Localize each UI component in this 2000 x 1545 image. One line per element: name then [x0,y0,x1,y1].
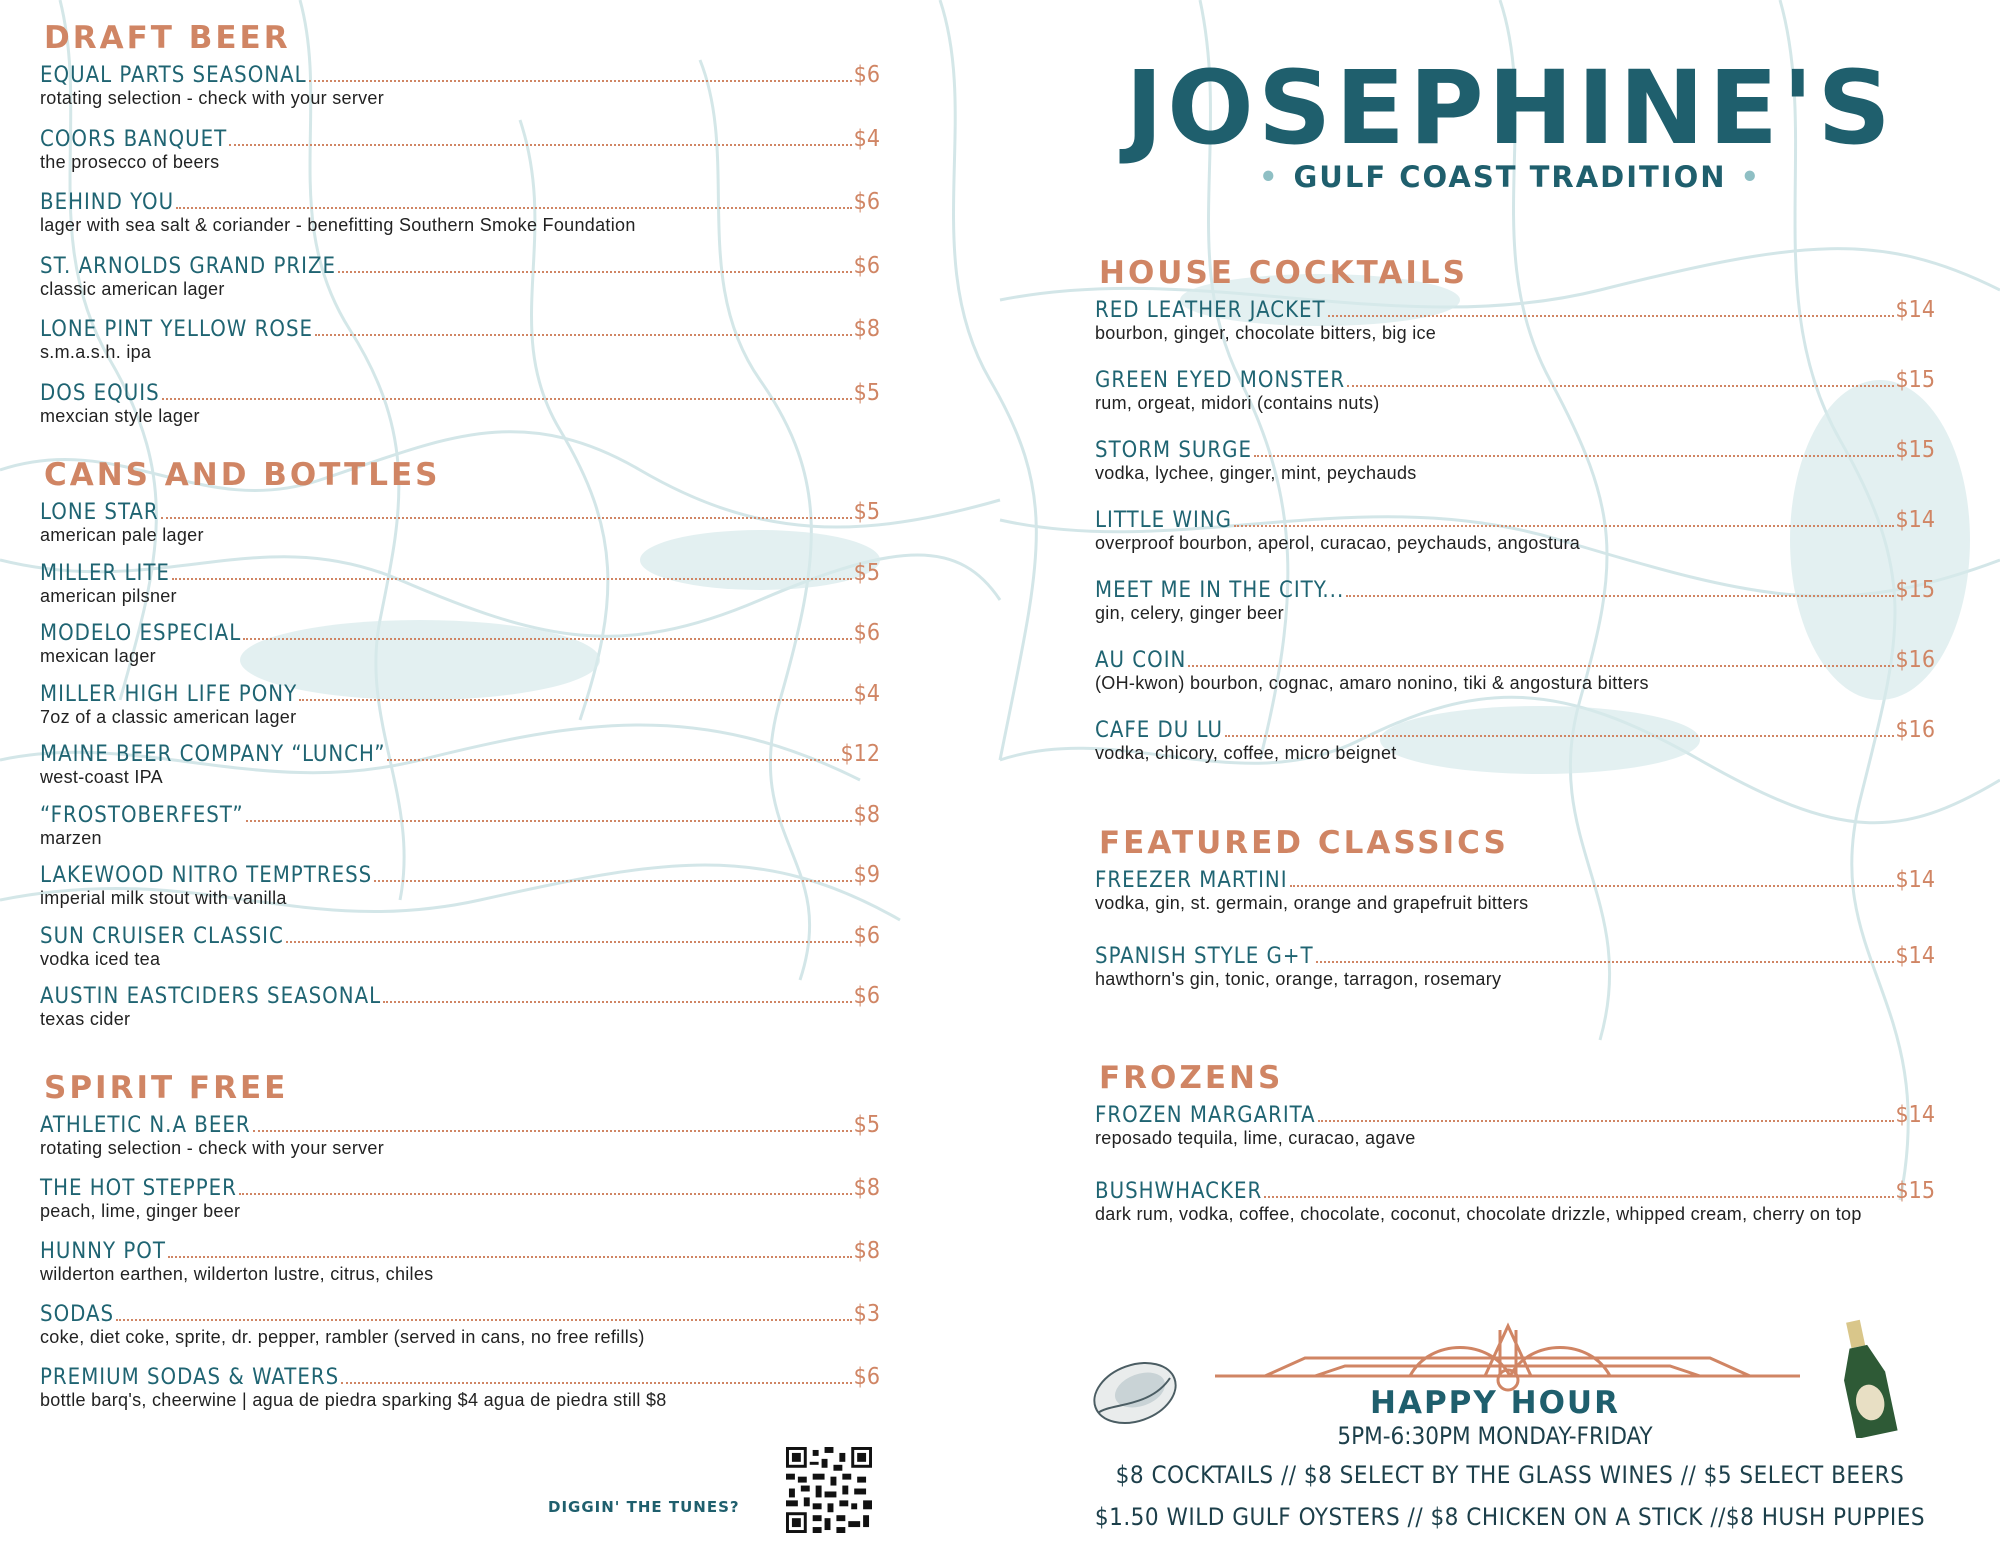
menu-item-row [40,681,880,707]
dotted-leader [1234,525,1894,527]
menu-item-price: $5 [853,379,880,406]
menu-item-row [40,380,880,406]
menu-item-price: $5 [853,1112,880,1138]
menu-item-price: $15 [1895,437,1935,463]
menu-item [40,802,880,863]
menu-item [40,1364,880,1427]
happy-hour-deals-line-2: $1.50 WILD GULF OYSTERS // $8 CHICKEN ON A STICK //$8 HUSH PUPPIES [1094,1503,1926,1531]
happy-hour-title: HAPPY HOUR [1370,1385,1620,1421]
menu-item-row [1095,867,1935,893]
menu-item [40,499,880,560]
menu-item-name: ATHLETIC N.A BEER [40,1113,251,1138]
cans-bottles-list [40,499,880,1044]
menu-item-description: vodka iced tea [40,948,161,969]
menu-item [40,1112,880,1175]
menu-item-price: $14 [1895,1102,1935,1128]
menu-item [40,560,880,621]
menu-item [40,189,880,253]
dotted-leader [162,398,852,400]
dotted-leader [243,638,851,640]
menu-item [40,316,880,380]
menu-item-price: $8 [853,316,880,342]
dotted-leader [1347,385,1893,387]
menu-item-description: marzen [40,827,102,848]
menu-item-name: BUSHWHACKER [1095,1179,1263,1204]
menu-item-description: texas cider [40,1009,131,1029]
menu-item-name: GREEN EYED MONSTER [1095,368,1346,393]
menu-item-description: vodka, gin, st. germain, orange and grapefruit bitters [1095,893,1529,913]
menu-item-price: $14 [1895,867,1935,893]
menu-item-description: mexcian style lager [40,405,200,426]
dotted-leader [1346,595,1893,597]
menu-item [40,253,880,317]
menu-item-price: $12 [840,741,880,767]
menu-item-row [1095,647,1935,673]
menu-item [40,983,880,1044]
menu-item [1095,297,1935,367]
menu-item-description: wilderton earthen, wilderton lustre, citrus, chiles [40,1264,434,1284]
spirit-free-section [40,1070,880,1427]
dotted-leader [1254,455,1894,457]
menu-item-name: HUNNY POT [40,1239,166,1264]
menu-item-name: LONE STAR [40,500,159,525]
menu-item-row [40,923,880,949]
dotted-leader [246,820,852,822]
menu-item-price: $6 [853,922,880,949]
dotted-leader [1318,1120,1894,1122]
dotted-leader [172,578,852,580]
menu-item-price: $16 [1895,647,1935,673]
menu-item [1095,1178,1935,1254]
menu-item-name: THE HOT STEPPER [40,1176,237,1201]
menu-item-price: $5 [853,559,880,586]
menu-item [1095,367,1935,437]
menu-item [40,620,880,681]
menu-item-row [1095,1102,1935,1128]
menu-item-price: $6 [853,252,880,279]
menu-item-price: $16 [1895,717,1935,743]
menu-item-price: $14 [1895,507,1935,533]
menu-item [40,741,880,802]
menu-item-name: AUSTIN EASTCIDERS SEASONAL [40,984,382,1009]
menu-item-description: west-coast IPA [40,767,163,787]
art-deco-ornament-icon [1215,1326,1800,1390]
menu-item [1095,717,1935,787]
menu-item-name: EQUAL PARTS SEASONAL [40,63,307,88]
menu-item-description: mexican lager [40,646,156,666]
menu-item-row [40,620,880,646]
menu-item-row [40,253,880,279]
dotted-leader [1188,665,1893,667]
dotted-leader [286,941,852,943]
menu-item-description: bottle barq's, cheerwine | agua de piedra sparking $4 agua de piedra still $8 [40,1390,667,1410]
logo: JOSEPHINE'S [1125,49,1895,168]
dotted-leader [1264,1196,1893,1198]
menu-item-row [40,741,880,767]
menu-item-description: s.m.a.s.h. ipa [40,342,152,362]
menu-item-price: $15 [1895,1178,1935,1204]
qr-label: DIGGIN' THE TUNES? [548,1498,740,1516]
menu-item-description: classic american lager [40,278,225,299]
menu-item-description: vodka, chicory, coffee, micro beignet [1095,743,1397,763]
menu-item-row [40,1301,880,1327]
menu-item-description: the prosecco of beers [40,151,220,172]
menu-item-description: american pilsner [40,585,177,606]
happy-hour-panel [1090,1318,1930,1545]
menu-item-row [40,499,880,525]
section-title-spirit-free: SPIRIT FREE [44,1070,289,1106]
menu-item-description: imperial milk stout with vanilla [40,888,287,908]
menu-item-price: $8 [853,801,880,828]
menu-item-name: RED LEATHER JACKET [1095,298,1326,323]
menu-item-row [40,862,880,888]
menu-item-price: $5 [853,499,880,525]
happy-hour-deals-line-1: $8 COCKTAILS // $8 SELECT BY THE GLASS WINES // $5 SELECT BEERS [1115,1461,1905,1489]
dotted-leader [341,1382,852,1384]
menu-item-name: MAINE BEER COMPANY “LUNCH” [40,742,386,767]
menu-item [1095,577,1935,647]
dotted-leader [299,699,852,701]
dotted-leader [315,334,852,336]
draft-beer-list [40,62,880,443]
menu-item-description: lager with sea salt & coriander - benefitting Southern Smoke Foundation [40,215,636,235]
menu-item-row [1095,507,1935,533]
menu-item-description: 7oz of a classic american lager [40,706,297,727]
menu-item-row [1095,577,1935,603]
dotted-leader [229,144,852,146]
menu-item-name: LAKEWOOD NITRO TEMPTRESS [40,863,373,888]
house-cocktails-section [1095,255,1935,787]
menu-item-price: $14 [1895,943,1935,969]
menu-item-name: BEHIND YOU [40,190,175,215]
menu-item [40,681,880,742]
dotted-leader [1225,735,1894,737]
menu-item-description: peach, lime, ginger beer [40,1201,241,1221]
menu-item-description: hawthorn's gin, tonic, orange, tarragon, rosemary [1095,969,1502,989]
menu-item-row [1095,1178,1935,1204]
tagline: • GULF COAST TRADITION • [1258,160,1762,194]
menu-item-price: $15 [1895,367,1935,393]
section-title-house-cocktails: HOUSE COCKTAILS [1099,255,1468,291]
menu-item-description: (OH-kwon) bourbon, cognac, amaro nonino, tiki & angostura bitters [1095,673,1649,693]
menu-item [40,862,880,923]
menu-item-description: gin, celery, ginger beer [1095,603,1284,623]
menu-item-price: $4 [853,125,880,152]
menu-item-price: $14 [1895,297,1935,323]
menu-item-name: ST. ARNOLDS GRAND PRIZE [40,253,337,279]
featured-classics-section [1095,825,1935,1019]
menu-item-description: rotating selection - check with your server [40,1138,385,1158]
menu-item-name: STORM SURGE [1095,438,1252,463]
menu-item-name: “FROSTOBERFEST” [40,802,244,828]
menu-item-name: SUN CRUISER CLASSIC [40,923,284,949]
menu-item-name: PREMIUM SODAS & WATERS [40,1365,340,1390]
menu-item-row [40,1175,880,1201]
menu-item-description: bourbon, ginger, chocolate bitters, big ice [1095,323,1437,343]
menu-item-description: american pale lager [40,525,204,545]
menu-item-name: MILLER LITE [40,560,170,586]
menu-item-name: SODAS [40,1302,115,1327]
featured-classics-list [1095,867,1935,1019]
dotted-leader [1290,885,1894,887]
menu-item-description: vodka, lychee, ginger, mint, peychauds [1095,463,1417,483]
menu-item-description: reposado tequila, lime, curacao, agave [1095,1128,1416,1148]
cans-bottles-section [40,457,880,1044]
menu-item-price: $6 [853,1364,880,1390]
menu-item-price: $6 [853,62,880,88]
menu-item-row [1095,437,1935,463]
menu-item-row [1095,367,1935,393]
menu-item-price: $8 [853,1175,880,1201]
menu-item-name: DOS EQUIS [40,380,160,406]
menu-item-row [40,983,880,1009]
house-cocktails-list [1095,297,1935,787]
draft-beer-section [40,20,880,443]
section-title-draft-beer: DRAFT BEER [44,20,291,56]
menu-item-description: dark rum, vodka, coffee, chocolate, coconut, chocolate drizzle, whipped cream, cherry on top [1095,1204,1862,1224]
menu-item [40,380,880,444]
dotted-leader [116,1319,852,1321]
menu-item-row [40,189,880,215]
dotted-leader [253,1130,852,1132]
menu-item-price: $6 [853,983,880,1009]
menu-item-price: $3 [853,1301,880,1327]
dotted-leader [383,1001,852,1003]
menu-item [1095,507,1935,577]
menu-item-price: $4 [853,680,880,707]
section-title-cans-bottles: CANS AND BOTTLES [44,457,441,493]
menu-item [1095,437,1935,507]
menu-item-row [1095,943,1935,969]
menu-item-name: COORS BANQUET [40,126,228,152]
menu-item [40,1238,880,1301]
menu-item-row [40,1238,880,1264]
qr-code-icon[interactable] [786,1447,872,1533]
happy-hour-time: 5PM-6:30PM MONDAY-FRIDAY [1337,1422,1653,1450]
dotted-leader [168,1256,852,1258]
dotted-leader [239,1193,852,1195]
dotted-leader [309,80,852,82]
menu-item-name: FROZEN MARGARITA [1095,1103,1316,1128]
menu-item [40,62,880,126]
menu-item-row [1095,717,1935,743]
menu-item-row [40,126,880,152]
menu-item-row [40,560,880,586]
menu-item-row [40,1364,880,1390]
menu-item-name: CAFE DU LU [1095,718,1223,743]
menu-item-name: MILLER HIGH LIFE PONY [40,681,298,707]
menu-item-row [40,1112,880,1138]
menu-item-price: $6 [853,189,880,215]
menu-item-name: LONE PINT YELLOW ROSE [40,317,314,342]
menu-item [40,1175,880,1238]
dotted-leader [374,880,851,882]
dotted-leader [176,207,852,209]
menu-item [1095,647,1935,717]
menu-item [1095,867,1935,943]
menu-item-name: LITTLE WING [1095,508,1232,533]
menu-item [40,126,880,190]
frozens-list [1095,1102,1935,1254]
menu-item-name: FREEZER MARTINI [1095,868,1288,893]
menu-item-description: overproof bourbon, aperol, curacao, peychauds, angostura [1095,533,1581,553]
spirit-free-list [40,1112,880,1427]
menu-item-description: rotating selection - check with your server [40,88,385,108]
dotted-leader [1316,961,1894,963]
menu-item-row [40,802,880,828]
tagline-text: GULF COAST TRADITION [1293,160,1727,194]
section-title-frozens: FROZENS [1099,1060,1284,1096]
menu-item [1095,1102,1935,1178]
dotted-leader [1328,315,1894,317]
dotted-leader [161,517,852,519]
menu-item-price: $6 [853,620,880,646]
menu-item-name: MEET ME IN THE CITY... [1095,578,1345,603]
menu-item-name: SPANISH STYLE G+T [1095,944,1314,969]
menu-item-price: $8 [853,1238,880,1264]
menu-item [1095,943,1935,1019]
menu-item-description: coke, diet coke, sprite, dr. pepper, rambler (served in cans, no free refills) [40,1327,645,1347]
dotted-leader [338,271,852,273]
frozens-section [1095,1060,1935,1254]
menu-item-price: $9 [853,862,880,888]
menu-item [40,923,880,984]
menu-item-price: $15 [1895,577,1935,603]
section-title-featured-classics: FEATURED CLASSICS [1099,825,1509,861]
dotted-leader [387,759,838,761]
menu-item-name: AU COIN [1095,648,1187,673]
menu-item [40,1301,880,1364]
menu-item-row [1095,297,1935,323]
menu-item-row [40,316,880,342]
menu-item-description: rum, orgeat, midori (contains nuts) [1095,393,1380,413]
menu-item-row [40,62,880,88]
menu-item-name: MODELO ESPECIAL [40,621,242,646]
